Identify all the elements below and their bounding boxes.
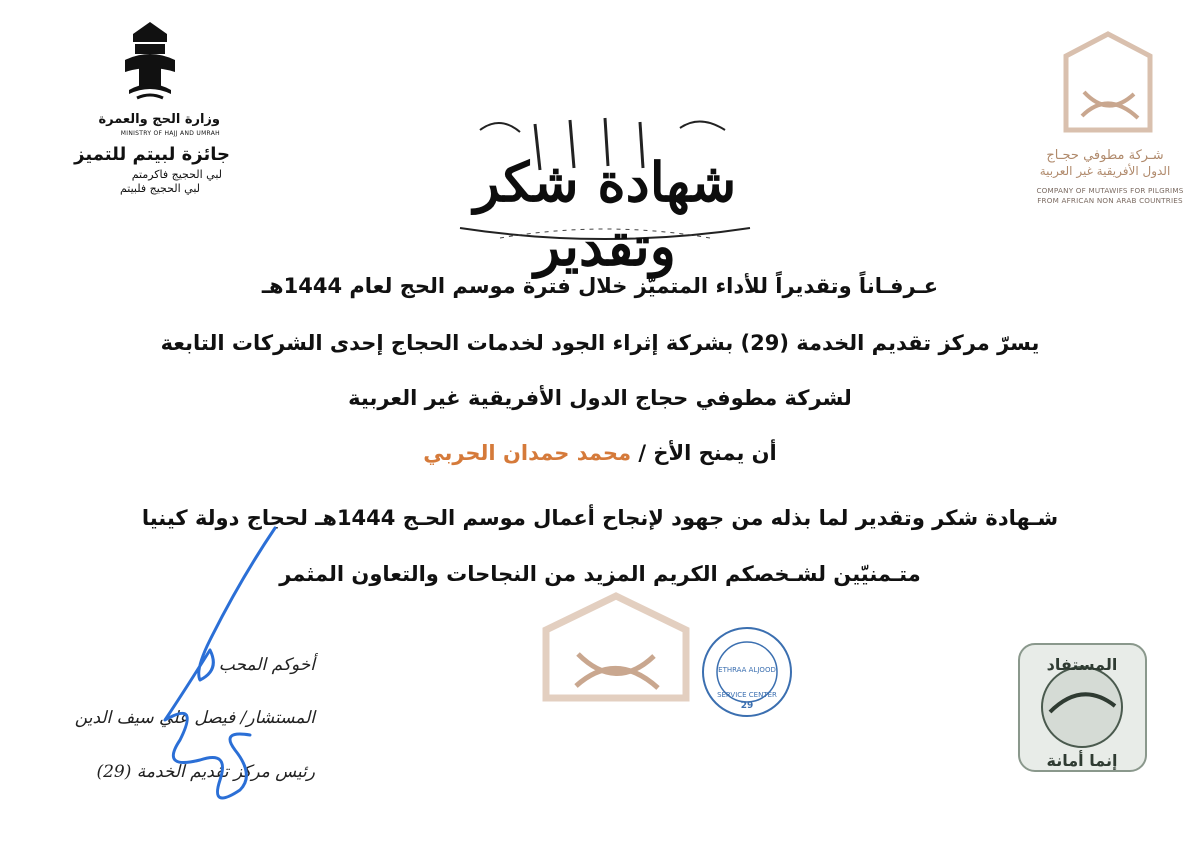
- certificate-title: [440, 110, 770, 278]
- seal-bottom-text: إنما أمانة: [1046, 751, 1118, 770]
- company-emblem-icon: [536, 592, 696, 702]
- stamp-blue-caption: SERVICE CENTER: [717, 691, 777, 699]
- house-emblem-icon: [1058, 30, 1158, 140]
- award-name: جائزة لبيتم للتميز: [74, 144, 230, 165]
- company-name-english-2: FROM AFRICAN NON ARAB COUNTRIES: [1037, 196, 1183, 205]
- company-logo: [1020, 30, 1195, 210]
- company-name-arabic-1: شـركة مطوفي حجـاج: [1046, 148, 1164, 163]
- award-slogan-1: لبي الحجيج فاكرمتم: [131, 168, 222, 181]
- closing-text: أخوكم المحب: [218, 655, 315, 675]
- signer-name: المستشار/ فيصل علي سيف الدين: [74, 708, 315, 728]
- body-line-5: شـهادة شكر وتقدير لما بذله من جهود لإنجاح أعمال موسم الحـج 1444هـ لحجاج دولة كينيا: [141, 506, 1059, 530]
- signer-position: رئيس مركز تقديم الخدمة (29): [96, 762, 315, 782]
- service-center-stamp: [700, 625, 795, 720]
- body-line-6: متـمنيّين لشـخصكم الكريم المزيد من النجاحات والتعاون المثمر: [279, 562, 921, 586]
- body-line-3: لشركة مطوفي حجاج الدول الأفريقية غير العربية: [348, 386, 852, 410]
- ministry-name-arabic: وزارة الحج والعمرة: [98, 112, 220, 127]
- body-line-2: يسرّ مركز تقديم الخدمة (29) بشركة إثراء الجود لخدمات الحجاج إحدى الشركات التابعة: [160, 331, 1040, 355]
- company-name-arabic-2: الدول الأفريقية غير العربية: [1039, 164, 1171, 178]
- handwritten-signature: [140, 520, 300, 820]
- recipient-name: محمد حمدان الحربي: [423, 441, 632, 465]
- ministry-name-english: MINISTRY OF HAJJ AND UMRAH: [120, 130, 220, 137]
- award-slogan-2: لبي الحجيج فلبيتم: [119, 182, 200, 195]
- stamp-blue-name: ETHRAA ALJOOD: [718, 666, 776, 674]
- seal-top-text: المستفاد: [1046, 655, 1118, 674]
- kaaba-emblem-icon: [115, 20, 185, 105]
- title-text: شهادة شكر وتقدير: [473, 150, 737, 278]
- stamp-blue-number: 29: [740, 701, 754, 711]
- body-line-1: عـرفـاناً وتقديراً للأداء المتميّز خلال فترة موسم الحج لعام 1444هـ: [261, 274, 939, 298]
- body-line-4: [0, 441, 1200, 465]
- ministry-logo: [70, 20, 230, 195]
- company-name-english-1: COMPANY OF MUTAWIFS FOR PILGRIMS: [1036, 186, 1184, 195]
- seal-stamp: [1015, 640, 1150, 775]
- grant-prefix: أن يمنح الأخ /: [638, 441, 777, 465]
